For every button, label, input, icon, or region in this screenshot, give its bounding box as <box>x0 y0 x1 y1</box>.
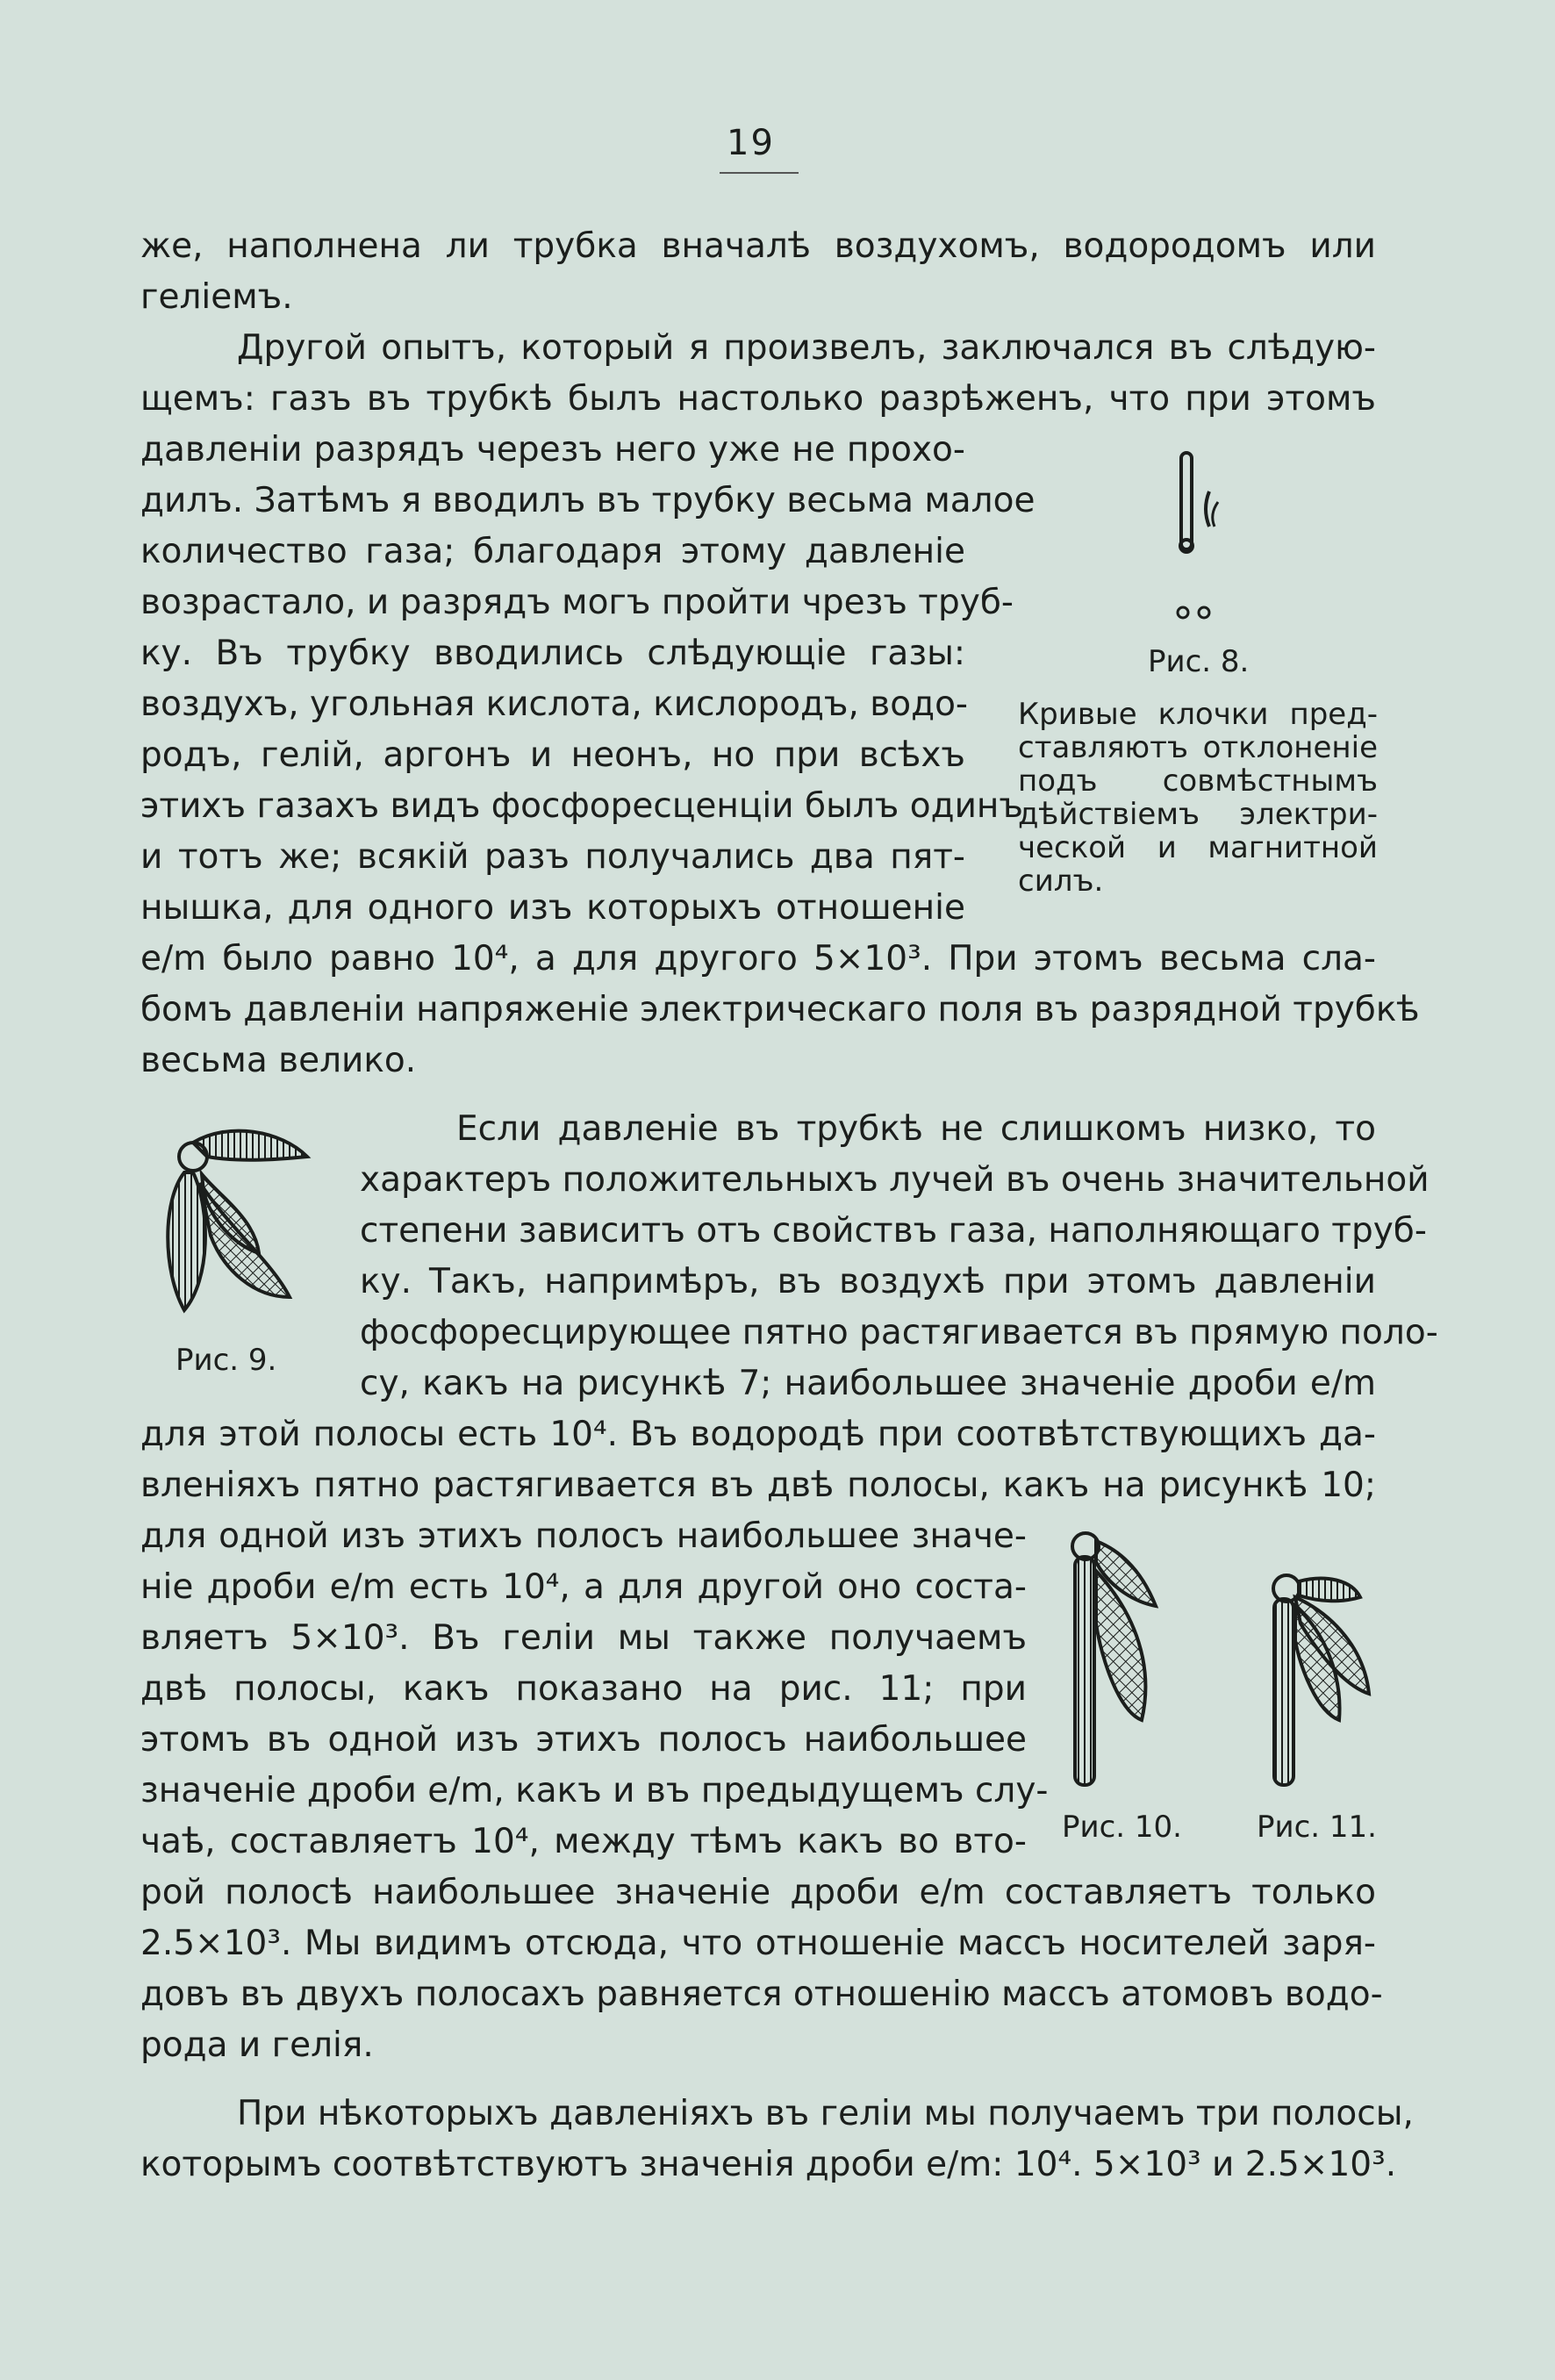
figure-8-label: Рис. 8. <box>1148 644 1250 679</box>
text-line: которымъ соотвѣтствуютъ значенія дроби e/m: 10⁴. 5×10³ и 2.5×10³. <box>140 2145 1397 2184</box>
text-line: ку. Въ трубку вводились слѣдующіе газы: <box>140 634 965 673</box>
figure-8-caption-line: подъ совмѣстнымъ <box>1018 763 1378 799</box>
text-line: Если давленіе въ трубкѣ не слишкомъ низко, то <box>456 1109 1376 1149</box>
text-line: ніе дроби e/m есть 10⁴, а для другой оно соста- <box>140 1567 1027 1607</box>
text-line: геліемъ. <box>140 277 293 317</box>
figure-10-drawing <box>1057 1518 1207 1799</box>
text-line: ку. Такъ, напримѣръ, въ воздухѣ при этомъ давленіи <box>360 1262 1376 1301</box>
text-line: фосфоресцирующее пятно растягивается въ прямую поло- <box>360 1313 1438 1352</box>
page-number: 19 <box>727 123 775 163</box>
text-line: e/m было равно 10⁴, а для другого 5×10³. При этомъ весьма сла- <box>140 939 1376 979</box>
text-line: 2.5×10³. Мы видимъ отсюда, что отношеніе массъ носителей заря- <box>140 1924 1376 1963</box>
figure-10-label: Рис. 10. <box>1062 1810 1182 1845</box>
figure-8-caption-line: Кривые клочки пред- <box>1018 697 1378 732</box>
text-line: вленіяхъ пятно растягивается въ двѣ полосы, какъ на рисункѣ 10; <box>140 1466 1376 1505</box>
text-line: количество газа; благодаря этому давленіе <box>140 532 965 571</box>
text-line: этомъ въ одной изъ этихъ полосъ наибольшее <box>140 1720 1027 1760</box>
text-line: Другой опытъ, который я произвелъ, заключался въ слѣдую- <box>237 328 1376 368</box>
figure-8-caption-line: дѣйствіемъ электри- <box>1018 797 1378 832</box>
text-line: рой полосѣ наибольшее значеніе дроби e/m составляетъ только <box>140 1873 1376 1912</box>
figure-8-drawing <box>1158 439 1246 632</box>
text-line: характеръ положительныхъ лучей въ очень значительной <box>360 1160 1430 1200</box>
text-line: и тотъ же; всякій разъ получались два пят- <box>140 837 965 877</box>
text-line: чаѣ, составляетъ 10⁴, между тѣмъ какъ во вто- <box>140 1822 1027 1861</box>
figure-9-drawing <box>158 1122 325 1323</box>
text-line: же, наполнена ли трубка вначалѣ воздухомъ, водородомъ или <box>140 226 1376 266</box>
figure-11-label: Рис. 11. <box>1257 1810 1377 1845</box>
text-line: родъ, гелій, аргонъ и неонъ, но при всѣхъ <box>140 735 965 775</box>
text-line: этихъ газахъ видъ фосфоресценціи былъ одинъ <box>140 786 1023 826</box>
text-line: су, какъ на рисункѣ 7; наибольшее значеніе дроби e/m <box>360 1364 1376 1403</box>
text-line: щемъ: газъ въ трубкѣ былъ настолько разрѣженъ, что при этомъ <box>140 379 1376 419</box>
text-line: для этой полосы есть 10⁴. Въ водородѣ при соотвѣтствующихъ да- <box>140 1415 1376 1454</box>
text-line: дилъ. Затѣмъ я вводилъ въ трубку весьма малое <box>140 481 1035 520</box>
text-line: двѣ полосы, какъ показано на рис. 11; при <box>140 1669 1027 1709</box>
text-line: для одной изъ этихъ полосъ наибольшее значе- <box>140 1516 1027 1556</box>
figure-11-drawing <box>1255 1562 1387 1799</box>
text-line: давленіи разрядъ черезъ него уже не прохо- <box>140 430 965 470</box>
figure-8-caption-line: силъ. <box>1018 864 1104 899</box>
text-line: При нѣкоторыхъ давленіяхъ въ геліи мы получаемъ три полосы, <box>237 2094 1414 2133</box>
text-line: нышка, для одного изъ которыхъ отношеніе <box>140 888 965 928</box>
text-line: довъ въ двухъ полосахъ равняется отношенію массъ атомовъ водо- <box>140 1975 1383 2014</box>
text-line: значеніе дроби e/m, какъ и въ предыдущемъ слу- <box>140 1771 1049 1810</box>
text-line: весьма велико. <box>140 1041 417 1080</box>
figure-8-caption-line: ставляютъ отклоненіе <box>1018 730 1378 765</box>
text-line: возрастало, и разрядъ могъ пройти чрезъ труб- <box>140 583 1014 622</box>
text-line: воздухъ, угольная кислота, кислородъ, водо- <box>140 685 969 724</box>
text-line: рода и гелія. <box>140 2025 374 2065</box>
text-line: бомъ давленіи напряженіе электрическаго поля въ разрядной трубкѣ <box>140 990 1420 1029</box>
figure-8-caption-line: ческой и магнитной <box>1018 830 1378 865</box>
page-number-rule <box>720 172 799 174</box>
figure-9-label: Рис. 9. <box>176 1343 277 1378</box>
text-line: степени зависитъ отъ свойствъ газа, наполняющаго труб- <box>360 1211 1427 1251</box>
text-line: вляетъ 5×10³. Въ геліи мы также получаемъ <box>140 1618 1027 1658</box>
